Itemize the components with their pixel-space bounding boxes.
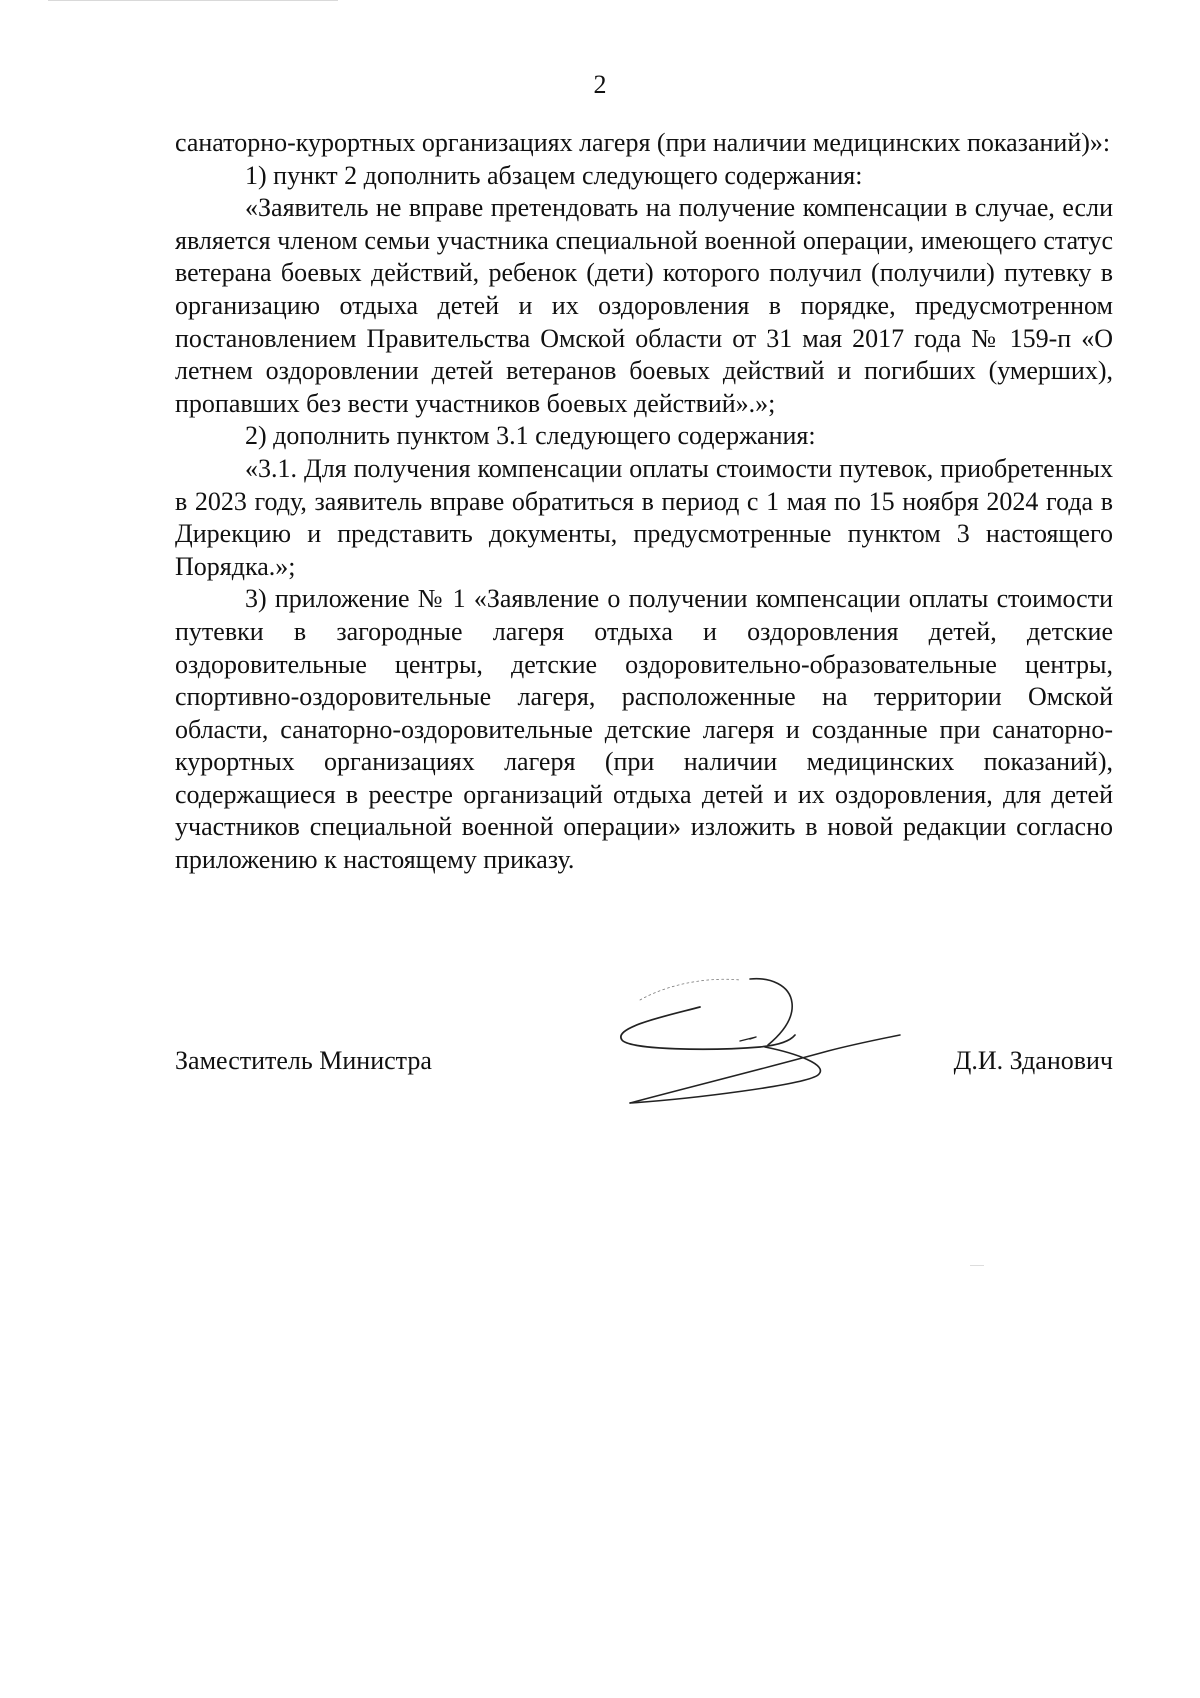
paragraph-item-2-text: «3.1. Для получения компенсации оплаты стоимости путевок, приобретенных в 2023 году, заявитель вправе обратиться в период с 1 мая по 15 ноября 2024 года в Дирекцию и представить документы, предусмотренные пунктом 3 настоящего Порядка.»;: [175, 453, 1113, 581]
paragraph-item-1: 1) пункт 2 дополнить абзацем следующего содержания:: [245, 160, 863, 190]
document-body: [175, 127, 1113, 877]
page-number: 2: [593, 70, 607, 99]
scan-artifact: [970, 1265, 984, 1266]
paragraph-item-1-text: «Заявитель не вправе претендовать на получение компенсации в случае, если является членом семьи участника специальной военной операции, имеющего статус ветерана боевых действий, ребенок (дети) которого получил (получили) путевку в организацию отдыха детей и их оздоровления в порядке, предусмотренном постановлением Правительства Омской области от 31 мая 2017 года № 159-п «О летнем оздоровлении детей ветеранов боевых действий и погибших (умерших), пропавших без вести участников боевых действий».»;: [175, 193, 1113, 418]
paragraph-item-2: 2) дополнить пунктом 3.1 следующего содержания:: [245, 421, 816, 451]
signatory-title: Заместитель Министра: [175, 1046, 432, 1075]
handwritten-signature: [600, 975, 910, 1105]
scan-edge-mark: [48, 0, 338, 4]
signatory-name: Д.И. Зданович: [953, 1046, 1113, 1075]
paragraph-item-3: 3) приложение № 1 «Заявление о получении компенсации оплаты стоимости путевки в загородные лагеря отдыха и оздоровления детей, детские оздоровительные центры, детские оздоровительно-образовательные центры, спортивно-оздоровительные лагеря, расположенные на территории Омской области, санаторно-оздоровительные детские лагеря и созданные при санаторно-курортных организациях лагеря (при наличии медицинских показаний), содержащиеся в реестре организаций отдыха детей и их оздоровления, для детей участников специальной военной операции» изложить в новой редакции согласно приложению к настоящему приказу.: [175, 584, 1113, 875]
paragraph-continuation: санаторно-курортных организациях лагеря (при наличии медицинских показаний)»:: [175, 128, 1111, 157]
